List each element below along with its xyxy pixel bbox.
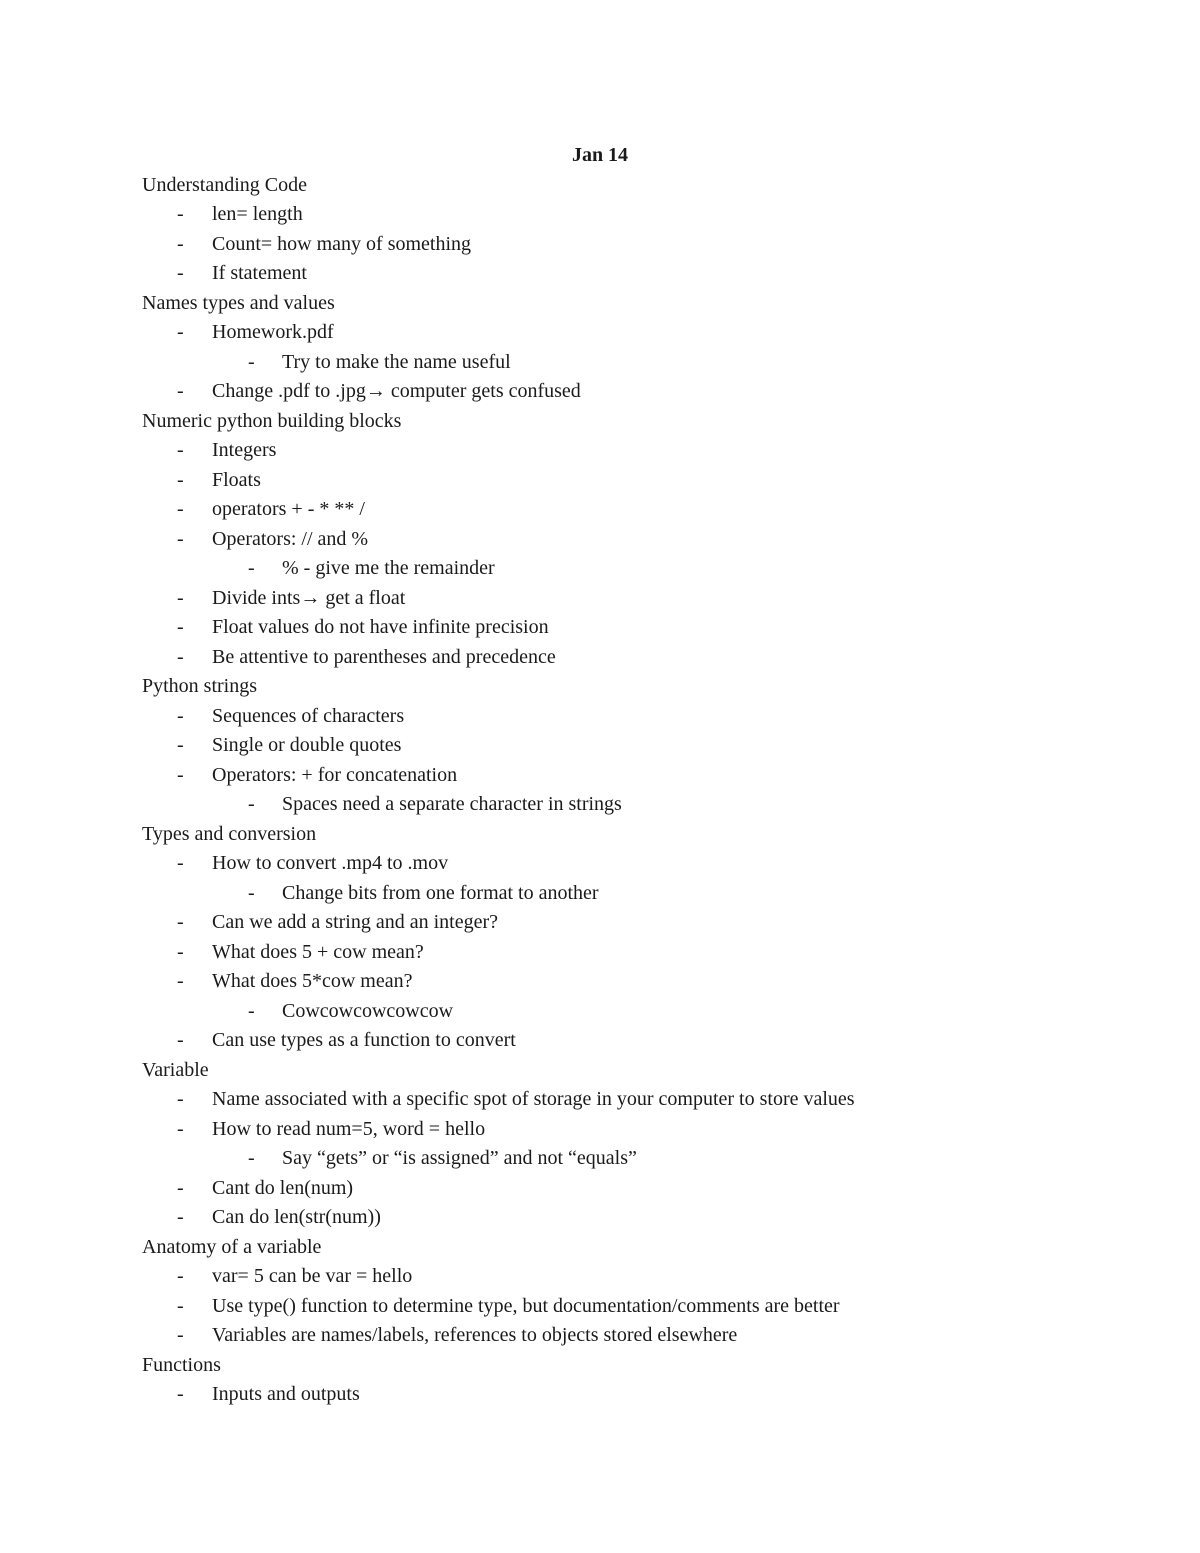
bullet-text: Operators: + for concatenation [212,763,458,786]
bullet-item [142,1085,1142,1115]
dash-bullet-icon: - [248,1147,255,1169]
dash-bullet-icon: - [248,999,255,1022]
bullet-text: Homework.pdf [212,321,334,343]
section-heading: Variable [142,1058,209,1081]
dash-bullet-icon: - [177,704,184,727]
bullet-text: How to read num=5, word = hello [212,1117,486,1140]
bullet-item [142,1380,1142,1410]
dash-bullet-icon: - [177,616,184,638]
bullet-item [142,702,1142,732]
dash-bullet-icon: - [248,350,255,373]
dash-bullet-icon: - [177,1206,184,1228]
bullet-item [142,643,1142,673]
dash-bullet-icon: - [177,1383,184,1405]
bullet-item [142,1026,1142,1056]
sub-bullet-item [142,997,1142,1027]
bullet-text: Cowcowcowcowcow [282,999,454,1022]
dash-bullet-icon: - [177,586,184,609]
bullet-item [142,495,1142,525]
bullet-text: Say “gets” or “is assigned” and not “equals” [282,1147,637,1169]
bullet-text: Operators: // and % [212,527,369,550]
bullet-text: What does 5*cow mean? [212,970,413,992]
bullet-text: var= 5 can be var = hello [212,1265,413,1287]
section-heading: Python strings [142,675,258,697]
bullet-text: Count= how many of something [212,232,472,255]
page-title: Jan 14 [571,144,629,166]
notes-body [142,171,1142,1410]
bullet-text: Change .pdf to .jpg→ computer gets confused [212,380,581,402]
bullet-item [142,377,1142,407]
sub-bullet-item [142,348,1142,378]
section-heading: Numeric python building blocks [142,409,402,432]
bullet-item [142,613,1142,643]
dash-bullet-icon: - [177,852,184,874]
dash-bullet-icon: - [177,911,184,933]
bullet-text: Be attentive to parentheses and precedence [212,645,556,668]
bullet-item [142,938,1142,968]
dash-bullet-icon: - [177,468,184,491]
section-heading: Anatomy of a variable [142,1235,322,1258]
dash-bullet-icon: - [177,1117,184,1140]
dash-bullet-icon: - [177,1265,184,1287]
dash-bullet-icon: - [248,881,255,904]
dash-bullet-icon: - [177,1088,184,1110]
section-heading: Names types and values [142,291,335,314]
bullet-item [142,525,1142,555]
bullet-text: Float values do not have infinite precision [212,616,549,638]
bullet-item [142,1262,1142,1292]
dash-bullet-icon: - [177,940,184,963]
bullet-item [142,1115,1142,1145]
bullet-text: Cant do len(num) [212,1176,354,1199]
bullet-item [142,584,1142,614]
dash-bullet-icon: - [177,203,184,225]
dash-bullet-icon: - [177,527,184,550]
bullet-item [142,967,1142,997]
sub-bullet-item [142,554,1142,584]
bullet-item [142,1203,1142,1233]
bullet-item [142,200,1142,230]
dash-bullet-icon: - [177,970,184,992]
dash-bullet-icon: - [177,380,184,402]
bullet-item [142,318,1142,348]
bullet-text: len= length [212,203,303,225]
bullet-text: Can use types as a function to convert [212,1029,516,1051]
bullet-text: Name associated with a specific spot of storage in your computer to store values [212,1088,855,1110]
bullet-text: Floats [212,468,261,491]
dash-bullet-icon: - [177,321,184,343]
dash-bullet-icon: - [177,439,184,461]
dash-bullet-icon: - [177,1294,184,1317]
bullet-text: Integers [212,439,277,461]
bullet-item [142,259,1142,289]
bullet-item [142,230,1142,260]
bullet-item [142,436,1142,466]
dash-bullet-icon: - [248,793,255,815]
dash-bullet-icon: - [177,1029,184,1051]
bullet-item [142,908,1142,938]
bullet-text: Try to make the name useful [282,350,511,373]
section-heading: Understanding Code [142,173,307,196]
bullet-text: How to convert .mp4 to .mov [212,852,449,874]
dash-bullet-icon: - [177,232,184,255]
bullet-text: Change bits from one format to another [282,881,599,904]
bullet-text: Divide ints→ get a float [212,586,406,609]
dash-bullet-icon: - [177,734,184,756]
section-heading: Types and conversion [142,822,317,845]
bullet-item [142,849,1142,879]
bullet-text: What does 5 + cow mean? [212,940,424,963]
sub-bullet-item [142,1144,1142,1174]
bullet-text: Variables are names/labels, references to objects stored elsewhere [212,1324,738,1346]
sub-bullet-item [142,790,1142,820]
dash-bullet-icon: - [177,262,184,284]
bullet-item [142,1292,1142,1322]
bullet-item [142,761,1142,791]
bullet-text: Can we add a string and an integer? [212,911,499,933]
dash-bullet-icon: - [177,763,184,786]
dash-bullet-icon: - [177,1324,184,1346]
bullet-text: Use type() function to determine type, but documentation/comments are better [212,1294,840,1317]
bullet-item [142,1174,1142,1204]
sub-bullet-item [142,879,1142,909]
bullet-text: Sequences of characters [212,704,405,727]
bullet-text: % - give me the remainder [282,557,495,579]
dash-bullet-icon: - [177,645,184,668]
bullet-item [142,1321,1142,1351]
dash-bullet-icon: - [248,557,255,579]
section-heading: Functions [142,1353,221,1376]
bullet-text: If statement [212,262,307,284]
bullet-item [142,466,1142,496]
dash-bullet-icon: - [177,1176,184,1199]
bullet-text: Can do len(str(num)) [212,1206,381,1228]
bullet-text: Spaces need a separate character in strings [282,793,622,815]
bullet-item [142,731,1142,761]
dash-bullet-icon: - [177,498,184,520]
bullet-text: operators + - * ** / [212,498,365,520]
bullet-text: Single or double quotes [212,734,402,756]
bullet-text: Inputs and outputs [212,1383,360,1405]
